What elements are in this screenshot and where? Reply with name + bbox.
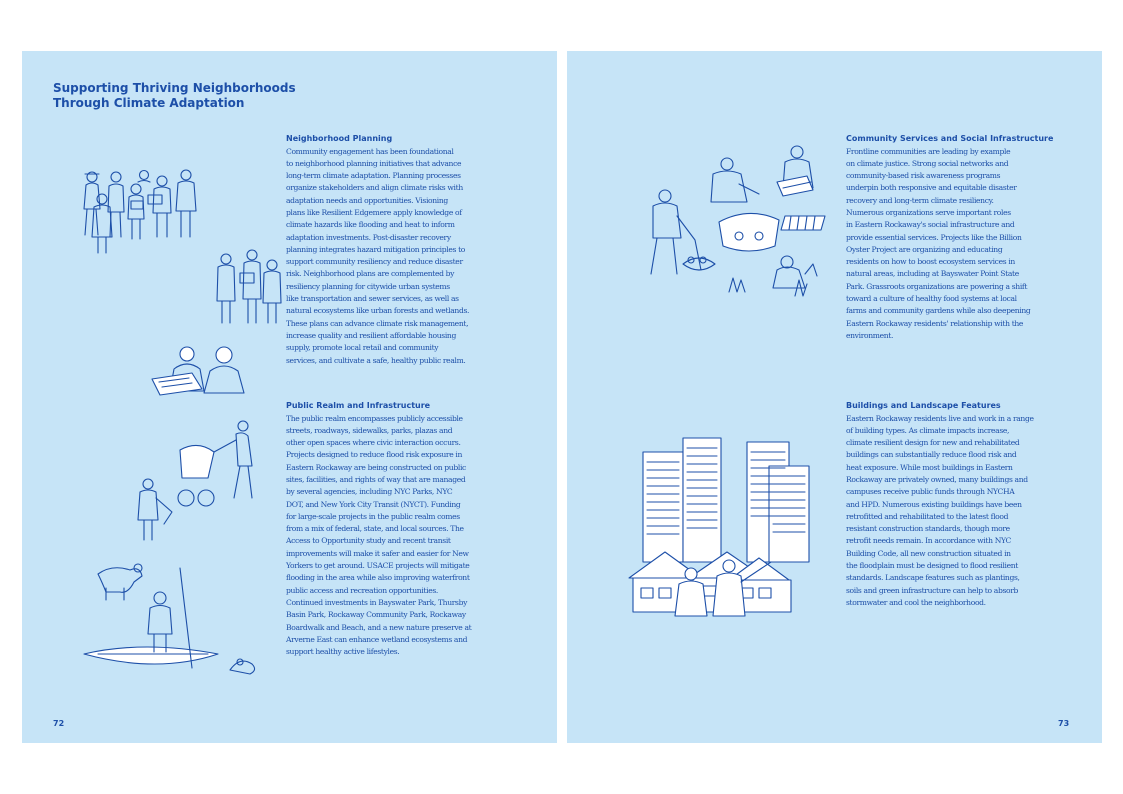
community-services-illustration xyxy=(619,144,834,309)
section-community-services xyxy=(846,134,1076,342)
left-page xyxy=(22,51,557,743)
right-page xyxy=(567,51,1102,743)
buildings-illustration xyxy=(629,438,809,616)
page-title: Supporting Thriving Neighborhoods Through Climate Adaptation xyxy=(53,81,296,110)
section-heading: Buildings and Landscape Features xyxy=(846,401,1001,410)
section-heading: Community Services and Social Infrastructure xyxy=(846,134,1054,143)
section-body: Eastern Rockaway residents live and work in a range of building types. As climate impacts increase, climate resilient design for new and rehabilitated buildings can substantially reduce flood risk and heat exposure. While most buildings in Eastern Rockaway are privately owned, many buildings and campuses receive public funds through NYCHA and HPD. Numerous existing buildings have been retrofitted and rehabilitated to the latest flood resistant construction standards, though more retrofit needs remain. In accordance with NYC Building Code, all new construction situated in the floodplain must be designed to flood resilient standards. Landscape features such as plantings, soils and green infrastructure can help to absorb stormwater and cool the neighborhood. xyxy=(846,413,1034,607)
section-body: Community engagement has been foundational to neighborhood planning initiatives that advance long-term climate adaptation. Planning processes organize stakeholders and align climate risks with adaptation needs and opportunities. Visioning plans like Resilient Edgemere apply knowledge of climate hazards like flooding and heat to inform adaptation investments. Post-disaster recovery planning integrates hazard mitigation principles to support community resiliency and reduce disaster risk. Neighborhood plans are complemented by resiliency planning for citywide urban systems like transportation and sewer services, as well as natural ecosystems like urban forests and wetlands. These plans can advance climate risk management, increase quality and resilient affordable housing supply, promote local retail and community services, and cultivate a safe, healthy public realm. xyxy=(286,146,470,365)
public-realm-illustration xyxy=(80,418,255,653)
person-figure xyxy=(84,172,100,235)
page-number: 73 xyxy=(1058,719,1070,728)
neighborhood-planning-illustration xyxy=(74,169,239,364)
section-body: The public realm encompasses publicly accessible streets, roadways, sidewalks, parks, plazas and other open spaces where civic interaction occurs. Projects designed to reduce flood risk exposure in Eastern Rockaway are being constructed on public sites, facilities, and rights of way that are managed by several agencies, including NYC Parks, NYC DOT, and New York City Transit (NYCT). Funding for large-scale projects in the public realm comes from a mix of federal, state, and local sources. The Access to Opportunity study and recent transit improvements will make it safer and easier for New Yorkers to get around. USACE projects will mitigate flooding in the area while also improving waterfront public access and recreation opportunities. Continued investments in Bayswater Park, Thursby Basin Park, Rockaway Community Park, Rockaway Boardwalk and Beach, and a new nature preserve at Arverne East can enhance wetland ecosystems and support healthy active lifestyles. xyxy=(286,413,472,657)
section-heading: Public Realm and Infrastructure xyxy=(286,401,431,410)
section-neighborhood-planning xyxy=(286,134,511,367)
page-number: 72 xyxy=(53,719,65,728)
section-buildings-landscape xyxy=(846,401,1076,609)
section-body: Frontline communities are leading by example on climate justice. Strong social networks and community-based risk awareness programs underpin both responsive and equitable disaster recovery and long-term climate resiliency. Numerous organizations serve important roles in Eastern Rockaway's social infrastructure and provide essential services. Projects like the Billion Oyster Project are organizing and educating residents on how to boost ecosystem services in natural areas, including at Bayswater Point State Park. Grassroots organizations are powering a shift toward a culture of healthy food systems at local farms and community gardens while also deepening Eastern Rockaway residents' relationship with the environment. xyxy=(846,146,1031,340)
section-heading: Neighborhood Planning xyxy=(286,134,393,143)
section-public-realm xyxy=(286,401,511,658)
